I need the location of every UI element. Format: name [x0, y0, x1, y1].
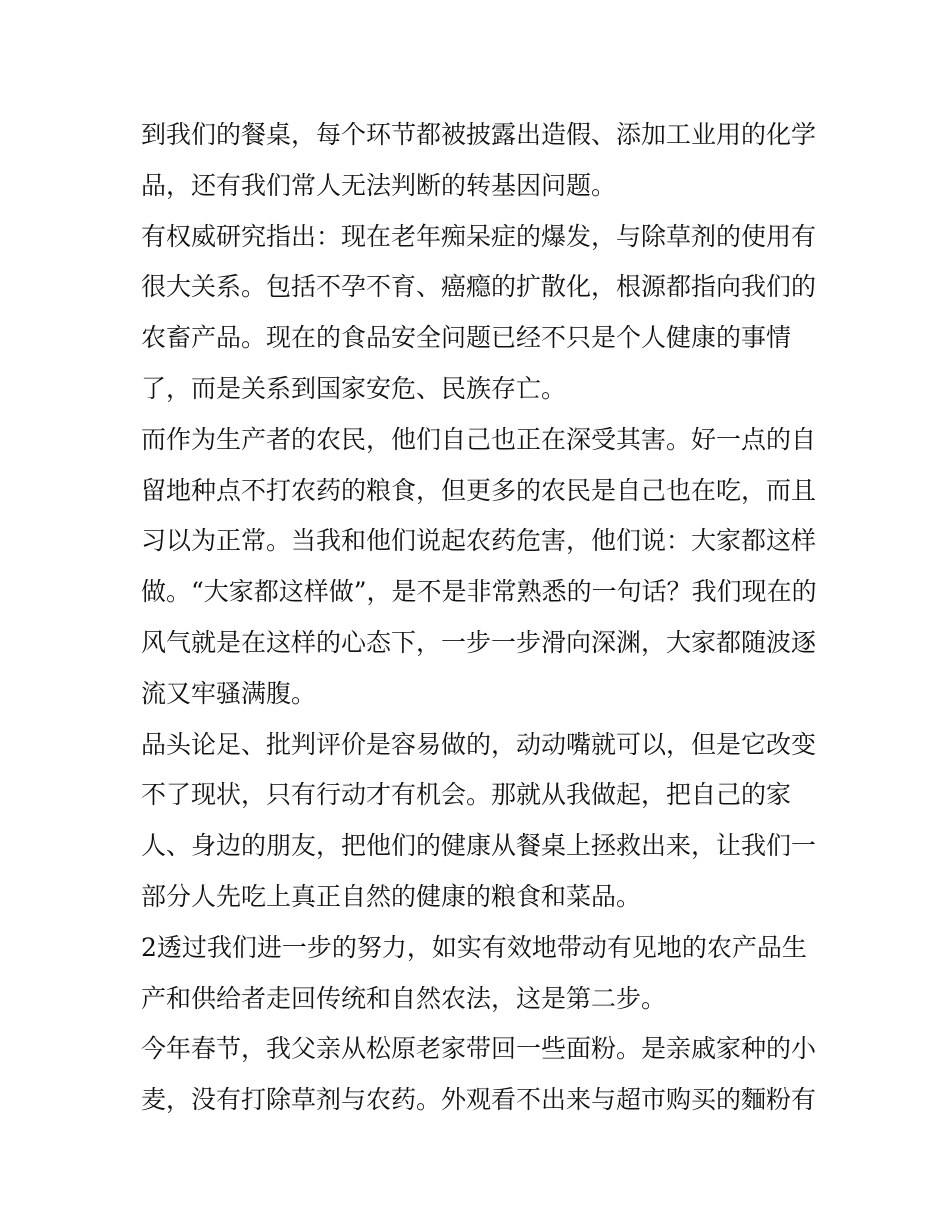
- text-line: 习以为正常。当我和他们说起农药危害，他们说：大家都这样: [141, 526, 817, 556]
- text-line: 品，还有我们常人无法判断的转基因问题。: [141, 170, 617, 200]
- text-line: 2透过我们进一步的努力，如实有效地带动有见地的农产品生: [141, 932, 807, 962]
- text-line: 留地种点不打农药的粮食，但更多的农民是自己也在吃，而且: [141, 475, 817, 505]
- text-line: 而作为生产者的农民，他们自己也正在深受其害。好一点的自: [141, 424, 817, 454]
- body-text: [141, 110, 821, 1126]
- text-line: 今年春节，我父亲从松原老家带回一些面粉。是亲戚家种的小: [141, 1034, 817, 1064]
- text-line: 麦，没有打除草剂与农药。外观看不出来与超市购买的麵粉有: [141, 1085, 817, 1115]
- text-line: 品头论足、批判评价是容易做的，动动嘴就可以，但是它改变: [141, 729, 817, 759]
- text-line: 流又牢骚满腹。: [141, 678, 317, 708]
- text-line: 了，而是关系到国家安危、民族存亡。: [141, 373, 567, 403]
- text-line: 人、身边的朋友，把他们的健康从餐桌上拯救出来，让我们一: [141, 831, 817, 861]
- text-line: 很大关系。包括不孕不育、癌瘾的扩散化，根源都指向我们的: [141, 272, 817, 302]
- text-line: 产和供给者走回传统和自然农法，这是第二步。: [141, 983, 667, 1013]
- text-line: 有权威研究指出：现在老年痴呆症的爆发，与除草剂的使用有: [141, 221, 817, 251]
- text-line: 不了现状，只有行动才有机会。那就从我做起，把自己的家: [141, 780, 792, 810]
- text-line: 部分人先吃上真正自然的健康的粮食和菜品。: [141, 881, 642, 911]
- text-line: 到我们的餐桌，每个环节都被披露出造假、添加工业用的化学: [141, 120, 817, 149]
- text-line: 农畜产品。现在的食品安全问题已经不只是个人健康的事情: [141, 323, 792, 353]
- text-line: 风气就是在这样的心态下，一步一步滑向深渊，大家都随波逐: [141, 627, 817, 657]
- text-line: 做。“大家都这样做”，是不是非常熟悉的一句话？我们现在的: [141, 577, 817, 607]
